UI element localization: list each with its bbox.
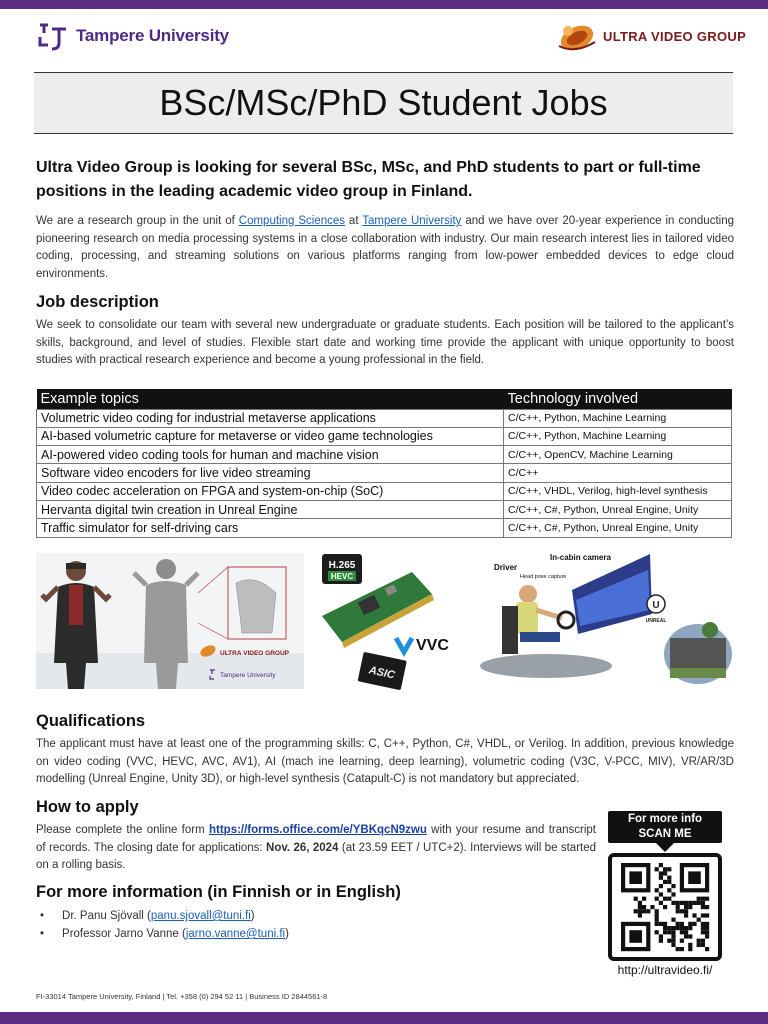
job-description-text: We seek to consolidate our team with several new undergraduate or graduate students. Each position will be tailored to the applicant’s skills, background, and level of studies. Flexible start date and working time provide the applicant with unique opportunity to boost studies with practical research experience and become a young professional in the field. — [36, 319, 734, 366]
qr-code[interactable] — [608, 853, 722, 961]
topic-cell: Software video encoders for live video streaming — [37, 464, 504, 482]
vvc-label: VVC — [416, 637, 449, 654]
qualifications-text: The applicant must have at least one of the programming skills: C, C++, Python, C#, VHDL, or Verilog. In addition, previous knowledge on video coding (VVC, HEVC, AVC, AV1), AI (mach ine learning, deep learning), volumetric coding (V3C, V-PCC, MIV), VR/AR/3D modelling (Unreal Engine, Unity 3D), or high-level synthesis (Catapult-C) is not mandatory but appreciated. — [36, 738, 734, 785]
qr-callout-line-2: SCAN ME — [638, 828, 692, 840]
table-header-row — [37, 389, 732, 409]
bottom-accent-bar — [0, 1012, 768, 1024]
more-info-heading: For more information (in Finnish or in English) — [36, 883, 401, 901]
svg-text:U: U — [652, 600, 660, 611]
uvg-emblem-icon — [555, 18, 599, 54]
contacts-list — [40, 907, 289, 943]
capture-uvg-label: ULTRA VIDEO GROUP — [220, 650, 289, 657]
qr-code-icon — [612, 857, 718, 957]
table-row — [37, 446, 732, 464]
tampere-university-link[interactable]: Tampere University — [362, 215, 462, 227]
job-description-heading: Job description — [36, 293, 159, 311]
tau-wordmark: Tampere University — [76, 26, 229, 45]
qr-callout — [608, 811, 722, 843]
intro-text-1: We are a research group in the unit of — [36, 215, 239, 227]
capture-tau-label: Tampere University — [220, 672, 276, 679]
driver-label: Driver — [494, 563, 518, 572]
contact-email-link[interactable]: panu.sjovall@tuni.fi — [150, 910, 251, 922]
table-row — [37, 464, 732, 482]
apply-text-3: (at 23.59 EET / UTC+2). Interviews will be started on a rolling basis. — [36, 841, 597, 871]
tech-cell: C/C++, Python, Machine Learning — [504, 409, 732, 427]
topic-cell: Hervanta digital twin creation in Unreal Engine — [37, 500, 504, 518]
footer-text: FI-33014 Tampere University, Finland | Tel. +358 (0) 294 52 11 | Business ID 2844561-8 — [36, 992, 328, 1001]
qualifications-heading: Qualifications — [36, 712, 146, 730]
topic-cell: Traffic simulator for self-driving cars — [37, 519, 504, 537]
topic-cell: AI-based volumetric capture for metaverse or video game technologies — [37, 427, 504, 445]
computing-sciences-link[interactable]: Computing Sciences — [238, 215, 345, 227]
driving-simulator-image — [476, 550, 732, 692]
apply-text-2: with your resume and transcript of records. The closing date for applications: — [36, 824, 596, 854]
topic-cell: Volumetric video coding for industrial metaverse applications — [37, 409, 504, 427]
tampere-university-logo[interactable] — [36, 16, 229, 56]
topic-cell: Video codec acceleration on FPGA and system-on-chip (SoC) — [37, 482, 504, 500]
title-banner — [34, 72, 733, 134]
tech-cell: C/C++, OpenCV, Machine Learning — [504, 446, 732, 464]
website-url[interactable]: http://ultravideo.fi/ — [617, 963, 713, 977]
application-form-link[interactable]: https://forms.office.com/e/YBKqcN9zwu — [208, 824, 427, 836]
tech-cell: C/C++, C#, Python, Unreal Engine, Unity — [504, 519, 732, 537]
intro-paragraph — [36, 213, 734, 283]
in-cabin-camera-label: In-cabin camera — [550, 553, 611, 562]
apply-text-1: Please complete the online form — [36, 824, 209, 836]
tau-mark-icon — [36, 19, 70, 53]
technology-column-header: Technology involved — [504, 389, 732, 409]
list-item — [40, 907, 289, 925]
unreal-label: UNREAL — [645, 618, 667, 624]
table-row — [37, 427, 732, 445]
how-to-apply-text — [36, 822, 596, 875]
contact-name: Professor Jarno Vanne ( — [62, 928, 186, 940]
topic-cell: AI-powered video coding tools for human and machine vision — [37, 446, 504, 464]
asic-label: ASIC — [367, 664, 396, 682]
top-accent-bar — [0, 0, 768, 9]
qr-callout-line-1: For more info — [627, 813, 703, 825]
page-title: BSc/MSc/PhD Student Jobs — [159, 82, 608, 123]
table-row — [37, 409, 732, 427]
uvg-wordmark: ULTRA VIDEO GROUP — [603, 28, 747, 44]
tech-cell: C/C++ — [504, 464, 732, 482]
topics-table — [36, 389, 732, 538]
tech-cell: C/C++, C#, Python, Unreal Engine, Unity — [504, 500, 732, 518]
contact-email-link[interactable]: jarno.vanne@tuni.fi — [185, 928, 286, 940]
closing-date: Nov. 26, 2024 — [266, 841, 339, 854]
table-row — [37, 482, 732, 500]
contact-name: Dr. Panu Sjövall ( — [62, 910, 151, 922]
topics-column-header: Example topics — [37, 389, 504, 409]
hevc-label: HEVC — [330, 572, 354, 581]
ultra-video-group-logo[interactable] — [555, 16, 746, 56]
table-row — [37, 500, 732, 518]
tech-cell: C/C++, VHDL, Verilog, high-level synthesis — [504, 482, 732, 500]
list-item — [40, 925, 289, 943]
contact-end: ) — [250, 910, 255, 922]
table-row — [37, 519, 732, 537]
head-pose-label: Head pose capture — [520, 574, 567, 580]
how-to-apply-heading: How to apply — [36, 798, 139, 816]
lead-paragraph: Ultra Video Group is looking for several BSc, MSc, and PhD students to part or full-time positions in the leading academic video group in Finland. — [36, 159, 701, 200]
h265-label: H.265 — [328, 560, 356, 571]
contact-end: ) — [285, 928, 289, 940]
illustration-row — [36, 550, 732, 692]
codec-hardware-image — [316, 550, 476, 692]
volumetric-capture-image — [36, 553, 304, 689]
tech-cell: C/C++, Python, Machine Learning — [504, 427, 732, 445]
intro-text-2: at — [344, 215, 363, 227]
intro-text-3: and we have over 20-year experience in conducting pioneering research on media processing systems in a close collaboration with industry. Our main research interest lies in tailored video coding, processing, and streaming solutions on various platforms ranging from low-power embedded devices to edge cloud environments. — [36, 215, 734, 280]
